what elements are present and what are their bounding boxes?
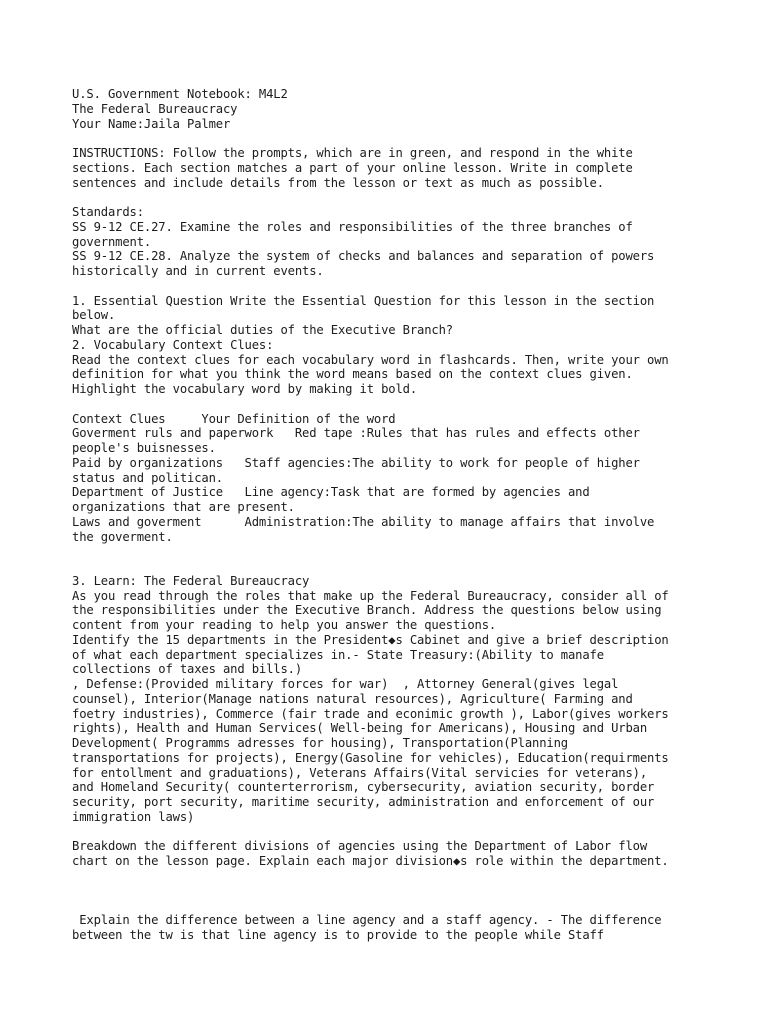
- document-line: Breakdown the different divisions of agencies using the Department of Labor flow: [72, 839, 647, 854]
- document-line: counsel), Interior(Manage nations natural resources), Agriculture( Farming and: [72, 691, 633, 706]
- document-line: 1. Essential Question Write the Essential Question for this lesson in the section: [72, 293, 655, 308]
- document-line: and Homeland Security( counterterrorism, cybersecurity, aviation security, border: [72, 780, 655, 795]
- document-line: security, port security, maritime security, administration and enforcement of our: [72, 795, 655, 809]
- document-line: Identify the 15 departments in the President◆s Cabinet and give a brief description: [72, 632, 669, 647]
- document-line: government.: [72, 234, 152, 249]
- document-line: INSTRUCTIONS: Follow the prompts, which are in green, and respond in the white: [72, 146, 633, 160]
- document-line: immigration laws): [72, 809, 195, 824]
- document-line: 2. Vocabulary Context Clues:: [72, 337, 274, 352]
- document-line: [72, 559, 712, 574]
- document-line: transportations for projects), Energy(Gasoline for vehicles), Education(requirments: [72, 750, 669, 765]
- document-line: historically and in current events.: [72, 264, 324, 278]
- document-line: [72, 131, 712, 146]
- document-line: sentences and include details from the lesson or text as much as possible.: [72, 175, 604, 190]
- document-line: Your Name:Jaila Palmer: [72, 116, 231, 131]
- document-line: [72, 898, 712, 913]
- document-line: Goverment ruls and paperwork Red tape :Rules that has rules and effects other: [72, 426, 640, 441]
- document-line: Explain the difference between a line agency and a staff agency. - The difference: [72, 913, 662, 927]
- document-line: below.: [72, 308, 116, 323]
- document-line: for entollment and graduations), Veterans Affairs(Vital servicies for veterans),: [72, 765, 647, 780]
- document-line: , Defense:(Provided military forces for war) , Attorney General(gives legal: [72, 677, 619, 691]
- document-line: Context Clues Your Definition of the word: [72, 411, 396, 426]
- document-line: As you read through the roles that make up the Federal Bureaucracy, consider all of: [72, 588, 669, 603]
- document-line: people's buisnesses.: [72, 441, 216, 455]
- document-line: between the tw is that line agency is to provide to the people while Staff: [72, 927, 604, 942]
- document-line: Highlight the vocabulary word by making it bold.: [72, 382, 417, 396]
- document-line: chart on the lesson page. Explain each major division◆s role within the department.: [72, 854, 669, 868]
- document-line: Standards:: [72, 205, 144, 219]
- document-line: sections. Each section matches a part of your online lesson. Write in complete: [72, 160, 633, 175]
- document-line: The Federal Bureaucracy: [72, 101, 238, 116]
- document-line: [72, 869, 712, 884]
- document-line: foetry industries), Commerce (fair trade and econimic growth ), Labor(gives workers: [72, 706, 669, 721]
- document-line: rights), Health and Human Services( Well-being for Americans), Housing and Urban: [72, 721, 647, 736]
- document-line: SS 9-12 CE.28. Analyze the system of checks and balances and separation of powers: [72, 249, 655, 264]
- document-line: status and politican.: [72, 470, 223, 485]
- document-line: 3. Learn: The Federal Bureaucracy: [72, 573, 310, 588]
- document-line: organizations that are present.: [72, 500, 295, 514]
- document-line: U.S. Government Notebook: M4L2: [72, 87, 288, 101]
- document-line: of what each department specializes in.- State Treasury:(Ability to manafe: [72, 647, 604, 662]
- document-line: [72, 825, 712, 840]
- document-line: Laws and goverment Administration:The ability to manage affairs that involve: [72, 514, 655, 529]
- document-line: Department of Justice Line agency:Task that are formed by agencies and: [72, 485, 590, 500]
- document-line: [72, 190, 712, 205]
- document-line: [72, 544, 712, 559]
- document-line: [72, 884, 712, 899]
- document-line: [72, 397, 712, 412]
- document-line: Paid by organizations Staff agencies:The ability to work for people of higher: [72, 455, 640, 470]
- document-line: What are the official duties of the Executive Branch?: [72, 323, 453, 337]
- document-line: Development( Programms adresses for housing), Transportation(Planning: [72, 736, 568, 750]
- document-line: [72, 279, 712, 294]
- document-line: the responsibilities under the Executive Branch. Address the questions below using: [72, 603, 662, 618]
- document-line: the goverment.: [72, 529, 173, 544]
- notebook-document-text: [72, 87, 712, 943]
- document-line: Read the context clues for each vocabulary word in flashcards. Then, write your own: [72, 352, 669, 367]
- document-line: SS 9-12 CE.27. Examine the roles and responsibilities of the three branches of: [72, 219, 633, 234]
- document-line: collections of taxes and bills.): [72, 662, 302, 677]
- document-line: content from your reading to help you answer the questions.: [72, 618, 497, 632]
- document-line: definition for what you think the word means based on the context clues given.: [72, 367, 633, 382]
